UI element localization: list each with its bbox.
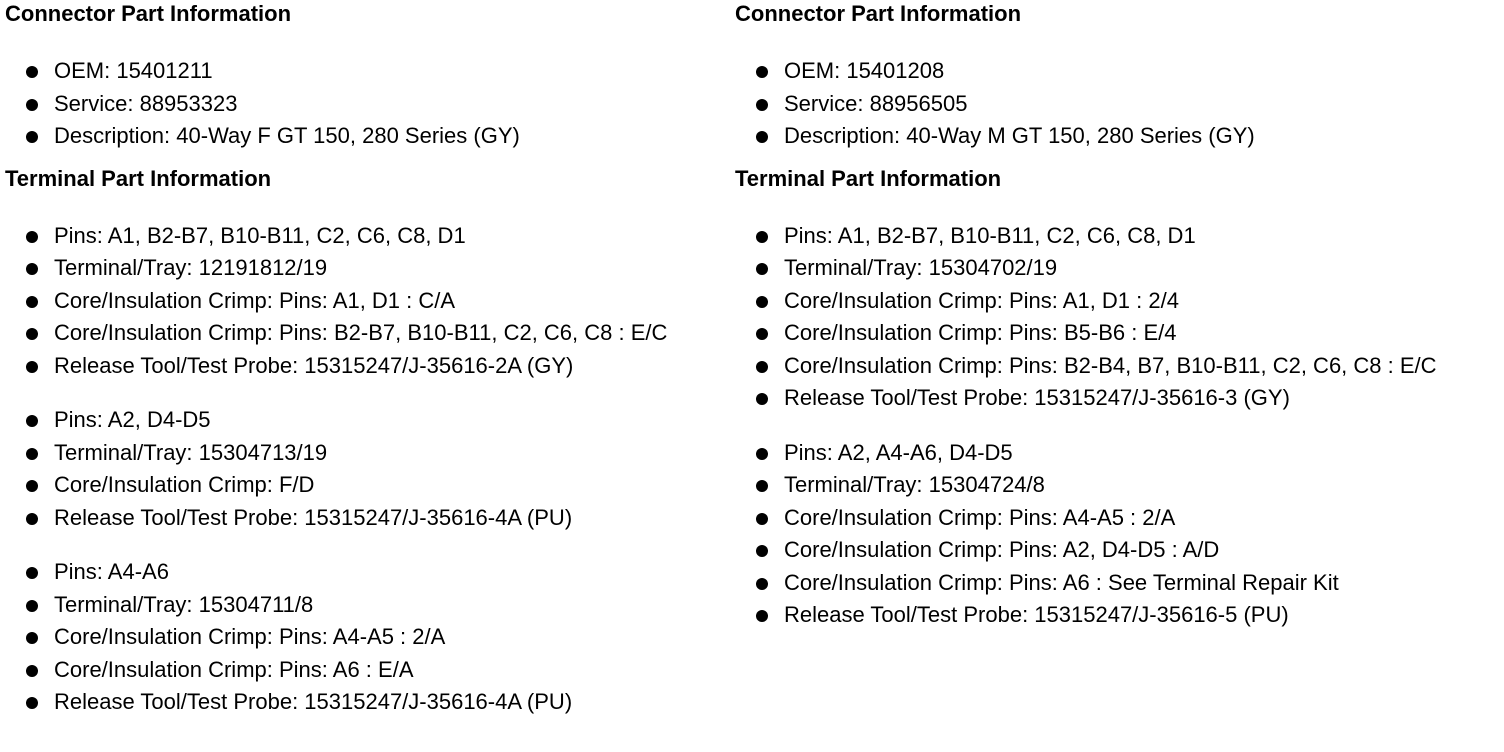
item-text: Service: 88953323 — [54, 90, 238, 116]
list-item — [5, 252, 720, 285]
item-text: Release Tool/Test Probe: 15315247/J-35616-2A (GY) — [54, 352, 574, 378]
item-text: Core/Insulation Crimp: Pins: A6 : E/A — [54, 656, 414, 682]
item-text: Core/Insulation Crimp: Pins: B2-B7, B10-B11, C2, C6, C8 : E/C — [54, 320, 668, 345]
bullet-icon — [756, 231, 768, 243]
right-terminal-group-2 — [735, 437, 1495, 632]
item-text: Terminal/Tray: 15304713/19 — [54, 439, 328, 465]
list-item — [5, 404, 720, 437]
list-item — [735, 469, 1495, 502]
list-item — [735, 567, 1495, 600]
list-item — [735, 252, 1495, 285]
bullet-icon — [26, 567, 38, 579]
left-terminal-group-3 — [5, 556, 720, 719]
list-item — [5, 621, 720, 654]
bullet-icon — [756, 448, 768, 460]
left-connector-column — [5, 0, 720, 719]
list-item — [735, 437, 1495, 470]
list-item — [5, 88, 720, 121]
item-text: Description: 40-Way M GT 150, 280 Series (GY) — [784, 123, 1255, 148]
list-item — [5, 220, 720, 253]
list-item — [5, 437, 720, 470]
bullet-icon — [756, 296, 768, 308]
item-text: Core/Insulation Crimp: Pins: A2, D4-D5 : A/D — [784, 537, 1220, 562]
bullet-icon — [26, 697, 38, 709]
list-item — [5, 686, 720, 719]
bullet-icon — [756, 99, 768, 111]
item-text: Terminal/Tray: 15304711/8 — [54, 591, 314, 617]
list-item — [5, 350, 720, 383]
list-item — [735, 88, 1495, 121]
list-item — [5, 469, 720, 502]
item-text: Pins: A1, B2-B7, B10-B11, C2, C6, C8, D1 — [784, 222, 1196, 248]
item-text: OEM: 15401211 — [54, 58, 213, 83]
bullet-icon — [26, 263, 38, 275]
left-terminal-heading: Terminal Part Information — [5, 165, 272, 191]
item-text: Description: 40-Way F GT 150, 280 Series (GY) — [54, 123, 520, 148]
bullet-icon — [26, 296, 38, 308]
list-item — [735, 350, 1495, 383]
bullet-icon — [26, 361, 38, 373]
left-terminal-group-1 — [5, 220, 720, 383]
list-item — [5, 317, 720, 350]
item-text: Release Tool/Test Probe: 15315247/J-35616-3 (GY) — [784, 385, 1290, 410]
bullet-icon — [756, 263, 768, 275]
list-item — [5, 120, 720, 153]
bullet-icon — [756, 545, 768, 557]
list-item — [735, 120, 1495, 153]
list-item — [5, 55, 720, 88]
bullet-icon — [26, 415, 38, 427]
list-item — [735, 599, 1495, 632]
item-text: Pins: A2, A4-A6, D4-D5 — [784, 439, 1013, 465]
item-text: Pins: A1, B2-B7, B10-B11, C2, C6, C8, D1 — [54, 222, 466, 248]
bullet-icon — [26, 600, 38, 612]
item-text: Terminal/Tray: 15304724/8 — [784, 472, 1045, 497]
list-item — [735, 220, 1495, 253]
list-item — [735, 285, 1495, 318]
item-text: Release Tool/Test Probe: 15315247/J-35616-4A (PU) — [54, 689, 573, 714]
item-text: Core/Insulation Crimp: Pins: B2-B4, B7, B10-B11, C2, C6, C8 : E/C — [784, 352, 1437, 378]
item-text: Core/Insulation Crimp: Pins: A4-A5 : 2/A — [54, 624, 446, 649]
bullet-icon — [756, 513, 768, 525]
item-text: Service: 88956505 — [784, 90, 968, 116]
item-text: OEM: 15401208 — [784, 58, 945, 83]
right-connector-heading: Connector Part Information — [735, 1, 1022, 26]
item-text: Core/Insulation Crimp: Pins: A1, D1 : C/A — [54, 287, 456, 313]
item-text: Release Tool/Test Probe: 15315247/J-35616-4A (PU) — [54, 504, 573, 530]
bullet-icon — [26, 632, 38, 644]
bullet-icon — [26, 328, 38, 340]
list-item — [5, 589, 720, 622]
item-text: Release Tool/Test Probe: 15315247/J-35616-5 (PU) — [784, 602, 1289, 627]
item-text: Terminal/Tray: 15304702/19 — [784, 255, 1058, 280]
item-text: Core/Insulation Crimp: F/D — [54, 472, 315, 497]
right-terminal-group-1 — [735, 220, 1495, 415]
bullet-icon — [26, 480, 38, 492]
item-text: Terminal/Tray: 12191812/19 — [54, 255, 328, 280]
list-item — [5, 502, 720, 535]
list-item — [5, 654, 720, 687]
item-text: Core/Insulation Crimp: Pins: A1, D1 : 2/4 — [784, 287, 1179, 313]
list-item — [5, 285, 720, 318]
bullet-icon — [756, 328, 768, 340]
right-connector-column — [735, 0, 1495, 632]
list-item — [735, 55, 1495, 88]
list-item — [735, 382, 1495, 415]
right-connector-list — [735, 55, 1495, 153]
right-terminal-heading: Terminal Part Information — [735, 165, 1002, 191]
bullet-icon — [26, 231, 38, 243]
bullet-icon — [26, 131, 38, 143]
bullet-icon — [26, 66, 38, 78]
list-item — [5, 556, 720, 589]
item-text: Pins: A4-A6 — [54, 559, 169, 584]
item-text: Core/Insulation Crimp: Pins: B5-B6 : E/4 — [784, 320, 1177, 345]
bullet-icon — [756, 578, 768, 590]
list-item — [735, 534, 1495, 567]
bullet-icon — [756, 361, 768, 373]
left-connector-list — [5, 55, 720, 153]
bullet-icon — [26, 665, 38, 677]
bullet-icon — [756, 131, 768, 143]
item-text: Pins: A2, D4-D5 — [54, 407, 211, 432]
bullet-icon — [26, 448, 38, 460]
list-item — [735, 317, 1495, 350]
item-text: Core/Insulation Crimp: Pins: A4-A5 : 2/A — [784, 504, 1176, 530]
bullet-icon — [26, 513, 38, 525]
bullet-icon — [756, 66, 768, 78]
item-text: Core/Insulation Crimp: Pins: A6 : See Terminal Repair Kit — [784, 569, 1339, 595]
left-terminal-group-2 — [5, 404, 720, 534]
bullet-icon — [756, 610, 768, 622]
bullet-icon — [26, 99, 38, 111]
list-item — [735, 502, 1495, 535]
bullet-icon — [756, 393, 768, 405]
bullet-icon — [756, 480, 768, 492]
left-connector-heading: Connector Part Information — [5, 1, 292, 26]
